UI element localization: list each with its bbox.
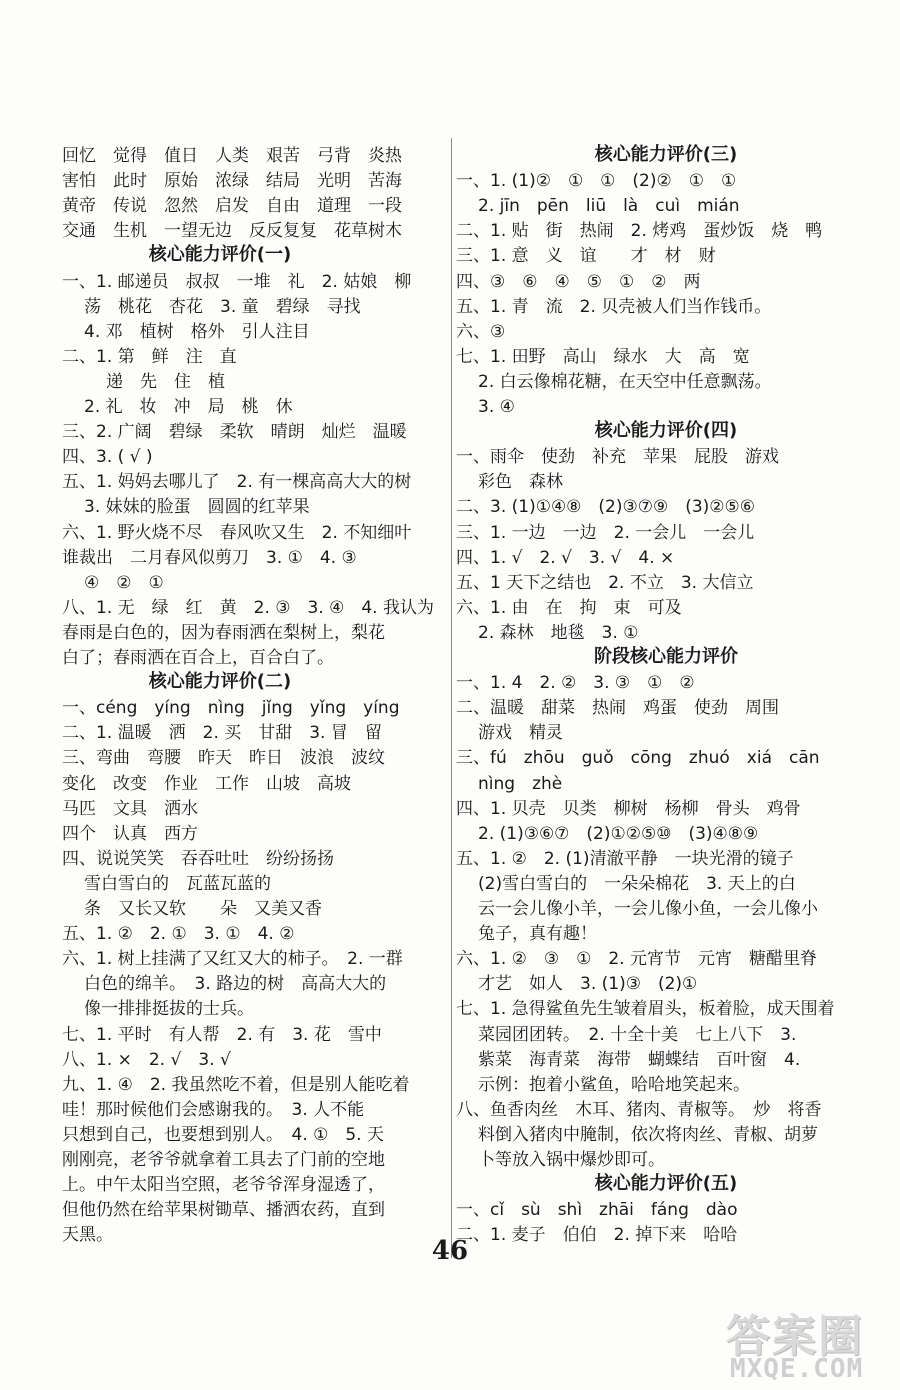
answer-line: 2. 森林 地毯 3. ① [478,622,639,643]
answer-line: 回忆 觉得 值日 人类 艰苦 弓背 炎热 [62,146,402,166]
answer-line: (2)雪白雪白的 一朵朵棉花 3. 天上的白 [478,873,796,894]
answer-line: 3. 妹妹的脸蛋 圆圆的红苹果 [84,497,310,518]
answer-line: 一、1. 邮递员 叔叔 一堆 礼 2. 姑娘 柳 [62,271,412,292]
answer-line: 上。中午太阳当空照，老爷爷浑身湿透了， [62,1175,385,1196]
answer-line: 递 先 住 植 [106,371,225,392]
answer-line: 黄帝 传说 忽然 启发 自由 道理 一段 [62,196,402,217]
answer-line: 一、céng yíng nìng jǐng yǐng yíng [62,698,400,719]
section-heading: 核心能力评价(五) [594,1173,738,1195]
column-divider [451,138,452,1258]
answer-line: 四、3. ( √ ) [62,447,153,468]
watermark-logo [726,1300,896,1386]
answer-line: 条 又长又软 朵 又美又香 [84,899,322,919]
answer-line: 但他仍然在给苹果树锄草、播洒农药，直到 [62,1200,385,1221]
answer-line: 兔子，真有趣！ [478,924,597,945]
answer-line: 五、1. 妈妈去哪儿了 2. 有一棵高高大大的树 [62,472,412,493]
answer-line: 七、1. 田野 高山 绿水 大 高 宽 [456,346,750,367]
answer-line: 示例：抱着小鲨鱼，哈哈地笑起来。 [478,1074,750,1095]
answer-line: 白色的绵羊。 3. 路边的树 高高大大的 [84,974,387,995]
answer-line: 一、1. 4 2. ② 3. ③ ① ② [456,673,695,694]
section-heading: 核心能力评价(二) [148,671,292,693]
answer-line: 一、雨伞 使劲 补充 苹果 屁股 游戏 [456,447,779,468]
answer-line: 荡 桃花 杏花 3. 童 碧绿 寻找 [84,296,361,317]
watermark-url: MXQE.COM [730,1354,864,1384]
answer-line: 彩色 森林 [478,472,563,493]
answer-line: 菜园团团转。 2. 十全十美 七上八下 3. [478,1024,797,1045]
answer-line: 马匹 文具 洒水 [62,798,198,819]
answer-line: 二、3. (1)①④⑧ (2)③⑦⑨ (3)②⑤⑥ [456,497,756,518]
answer-line: 二、1. 第 鲜 注 直 [62,346,237,367]
answer-line: 三、2. 广阔 碧绿 柔软 晴朗 灿烂 温暖 [62,422,407,443]
answer-line: ④ ② ① [84,572,164,593]
answer-line: 2. 礼 妆 冲 局 桃 休 [84,397,293,417]
section-heading: 阶段核心能力评价 [594,646,738,667]
answer-line: 三、弯曲 弯腰 昨天 昨日 波浪 波纹 [62,748,385,769]
answer-line: 四、说说笑笑 吞吞吐吐 纷纷扬扬 [62,848,334,869]
answer-line: nìng zhè [478,773,563,794]
answer-line: 云一会儿像小羊，一会儿像小鱼，一会儿像小 [478,899,818,919]
answer-line: 白了；春雨洒在百合上，百合白了。 [62,648,334,668]
answer-line: 料倒入猪肉中腌制，依次将肉丝、青椒、胡萝 [478,1124,818,1145]
section-heading: 核心能力评价(一) [148,244,292,266]
answer-line: 变化 改变 作业 工作 山坡 高坡 [62,773,351,794]
answer-line: 八、1. × 2. √ 3. √ [62,1049,231,1070]
answer-line: 六、1. 由 在 拘 束 可及 [456,597,682,618]
answer-line: 害怕 此时 原始 浓绿 结局 光明 苦海 [62,171,402,192]
answer-line: 六、1. ② ③ ① 2. 元宵节 元宵 糖醋里脊 [456,949,817,970]
answer-line: 四、1. 贝壳 贝类 柳树 杨柳 骨头 鸡骨 [456,798,801,819]
answer-line: 2. 白云像棉花糖，在天空中任意飘荡。 [478,371,772,392]
answer-line: 四个 认真 西方 [62,823,198,844]
answer-line: 一、cǐ sù shì zhāi fáng dào [456,1200,738,1221]
answer-line: 雪白雪白的 瓦蓝瓦蓝的 [84,873,271,894]
answer-line: 六、③ [456,321,506,342]
answer-line: 三、1. 一边 一边 2. 一会儿 一会儿 [456,522,755,543]
answer-line: 二、1. 贴 街 热闹 2. 烤鸡 蛋炒饭 烧 鸭 [456,221,823,242]
answer-line: 二、1. 温暖 洒 2. 买 甘甜 3. 冒 留 [62,723,382,744]
watermark-text: 答案圈 [726,1311,864,1362]
answer-line: 2. jīn pēn liū là cuì mián [478,196,740,217]
answer-line: 2. (1)③⑥⑦ (2)①②⑤⑩ (3)④⑧⑨ [478,823,759,844]
answer-line: 卜等放入锅中爆炒即可。 [478,1150,665,1170]
section-heading: 核心能力评价(三) [594,144,738,165]
answer-line: 只想到自己，也要想到别人。 4. ① 5. 天 [62,1124,384,1145]
section-heading: 核心能力评价(四) [594,420,738,442]
answer-line: 4. 邓 植树 格外 引人注目 [84,321,310,342]
answer-line: 三、fú zhōu guǒ cōng zhuó xiá cān [456,748,820,769]
answer-line: 二、1. 麦子 伯伯 2. 掉下来 哈哈 [456,1225,738,1246]
answer-line: 刚刚亮，老爷爷就拿着工具去了门前的空地 [62,1150,385,1170]
answer-line: 谁裁出 二月春风似剪刀 3. ① 4. ③ [62,547,357,568]
answer-line: 紫菜 海青菜 海带 蝴蝶结 百叶窗 4. [478,1049,801,1070]
answer-line: 才艺 如人 3. (1)③ (2)① [478,974,698,995]
answer-line: 三、1. 意 义 谊 才 材 财 [456,246,716,267]
answer-line: 春雨是白色的，因为春雨洒在梨树上，梨花 [62,622,385,643]
answer-line: 像一排排挺拔的士兵。 [84,999,254,1020]
answer-line: 二、温暖 甜菜 热闹 鸡蛋 使劲 周围 [456,698,779,719]
answer-line: 七、1. 急得鲨鱼先生皱着眉头，板着脸，成天围着 [456,999,835,1020]
answer-line: 五、1 天下之结也 2. 不立 3. 大信立 [456,572,754,593]
answer-line: 六、1. 树上挂满了又红又大的柿子。 2. 一群 [62,949,403,970]
answer-line: 游戏 精灵 [478,723,563,744]
answer-line: 八、1. 无 绿 红 黄 2. ③ 3. ④ 4. 我认为 [62,597,434,618]
answer-line: 四、③ ⑥ ④ ⑤ ① ② 两 [456,271,701,292]
answer-line: 五、1. 青 流 2. 贝壳被人们当作钱币。 [456,296,772,317]
answer-line: 六、1. 野火烧不尽 春风吹又生 2. 不知细叶 [62,522,412,543]
answer-line: 五、1. ② 2. ① 3. ① 4. ② [62,924,295,945]
answer-line: 四、1. √ 2. √ 3. √ 4. × [456,547,675,568]
answer-line: 3. ④ [478,397,515,417]
answer-line: 五、1. ② 2. (1)清澈平静 一块光滑的镜子 [456,848,794,869]
answer-line: 八、鱼香肉丝 木耳、猪肉、青椒等。 炒 将香 [456,1099,822,1120]
answer-line: 九、1. ④ 2. 我虽然吃不着，但是别人能吃着 [62,1074,410,1095]
answer-line: 七、1. 平时 有人帮 2. 有 3. 花 雪中 [62,1024,382,1045]
answer-line: 天黑。 [62,1225,113,1246]
answer-line: 哇！那时候他们会感谢我的。 3. 人不能 [62,1099,365,1120]
answer-line: 交通 生机 一望无边 反反复复 花草树木 [62,221,402,242]
answer-line: 一、1. (1)② ① ① (2)② ① ① [456,171,737,192]
page-number: 46 [431,1236,469,1266]
